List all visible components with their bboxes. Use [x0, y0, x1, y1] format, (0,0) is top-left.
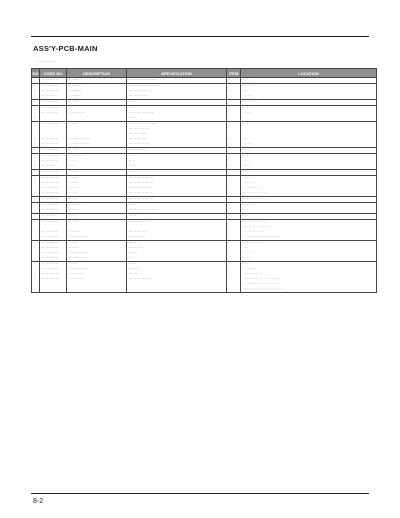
column-header-location: LOCATION [241, 69, 377, 78]
cell-specification: ··· ·· ···· [127, 246, 227, 251]
cell-code-no: ·· ··· ···· ·· [40, 154, 67, 160]
page-title: ASS'Y-PCB-MAIN [33, 44, 98, 53]
cell-code-no [40, 287, 67, 293]
cell-location: ·· · [241, 122, 377, 128]
cell-specification: ··· ·· ··· ·· ·· ··· [127, 186, 227, 191]
cell-description: ·· ····· [67, 78, 127, 84]
cell-specification: ··· ··· [127, 272, 227, 277]
cell-no: · [32, 106, 40, 112]
cell-specification: ···· ·· ··· ·· [127, 235, 227, 241]
column-header-item: ITEM [227, 69, 241, 78]
cell-code-no: ·· ··· ···· ·· [40, 246, 67, 251]
cell-item: · [227, 191, 241, 197]
cell-specification: ··· ··· ·· ··· ·· ·· [127, 191, 227, 197]
cell-description: ·· ···· ··· ·· [67, 111, 127, 116]
cell-description: ·· ·· · [67, 159, 127, 164]
parts-list-table [31, 68, 377, 293]
cell-item: · [227, 176, 241, 182]
cell-description: ·· ···· ··· ··· [67, 235, 127, 241]
column-header-code-no: CODE NO [40, 69, 67, 78]
cell-description: ·· ····· ·· [67, 89, 127, 94]
cell-no: · [32, 214, 40, 220]
cell-no: · [32, 89, 40, 94]
cell-no: · [32, 181, 40, 186]
cell-code-no: ·· ··· ···· [40, 214, 67, 220]
cell-specification: ··· ·· ··· [127, 267, 227, 272]
cell-item: · [227, 122, 241, 128]
cell-description: ·· ···· [67, 122, 127, 128]
cell-no: · [32, 154, 40, 160]
cell-specification: ··· ·· ··· ·· ··· ··· [127, 197, 227, 203]
cell-code-no: ·· ··· ···· ·· [40, 208, 67, 214]
cell-location: ·· · [241, 89, 377, 94]
cell-location: ·· ·· [241, 262, 377, 268]
cell-code-no: ·· ··· ···· ·· [40, 159, 67, 164]
cell-description: ·· ·· ··· ·· ··· [67, 256, 127, 262]
cell-specification: ··· ··· ·· ··· ·· ··· [127, 181, 227, 186]
cell-location: ·· ·· [241, 159, 377, 164]
cell-code-no: ·· ··· ···· ·· [40, 220, 67, 226]
cell-description: ·· ·· ···· ·· [67, 84, 127, 90]
cell-location: ·· ·· · [241, 256, 377, 262]
cell-description: ·· ··· · [67, 208, 127, 214]
cell-item: · [227, 251, 241, 256]
cell-location: ·· ···· [241, 84, 377, 90]
cell-location: ·· ·· [241, 170, 377, 176]
page-number: 8-2 [33, 498, 44, 505]
cell-no: · [32, 186, 40, 191]
cell-specification: ·· ··· · [127, 203, 227, 209]
cell-no: · [32, 116, 40, 122]
table-header-row [32, 69, 377, 78]
cell-description: ·· ···· [67, 148, 127, 154]
cell-item: · [227, 142, 241, 148]
cell-specification: ·· ·· [127, 170, 227, 176]
cell-item: · [227, 100, 241, 106]
cell-item: · [227, 186, 241, 191]
cell-specification: ··· ··· ·· ··· ·· ··· ·· [127, 208, 227, 214]
cell-specification: ···· ·· ···· ·· ··· ···· · [127, 84, 227, 90]
cell-code-no: ·· ··· ···· ·· [40, 122, 67, 128]
cell-code-no: ·· ··· ···· ·· [40, 256, 67, 262]
cell-item: · [227, 159, 241, 164]
cell-specification: ··· ··· ·· ··· ···· ··· [127, 122, 227, 128]
cell-description: ·· ···· ··· ·· ··· [67, 142, 127, 148]
cell-item: · [227, 267, 241, 272]
column-header-description: DESCRIPTION [67, 69, 127, 78]
cell-no: · [32, 203, 40, 209]
cell-no: · [32, 262, 40, 268]
cell-specification: ··· ··· ·· ·· · [127, 132, 227, 137]
cell-item: · [227, 272, 241, 277]
top-rule [31, 36, 369, 37]
cell-description: ·· ···· [67, 197, 127, 203]
cell-location: ·· ·· · [241, 251, 377, 256]
cell-specification: ···· · [127, 154, 227, 160]
cell-specification: ·· · [127, 256, 227, 262]
cell-specification: ··· ··· [127, 251, 227, 256]
cell-item: · [227, 94, 241, 100]
cell-code-no: ·· ··· ···· ·· [40, 251, 67, 256]
cell-no [32, 287, 40, 293]
cell-description [67, 287, 127, 293]
cell-location: ·· ··· [241, 148, 377, 154]
cell-description: ·· ··· · [67, 181, 127, 186]
cell-description: ·· ··· · [67, 186, 127, 191]
cell-description: ·· ··· ·· ··· [67, 272, 127, 277]
cell-description: ·· ···· [67, 100, 127, 106]
page-subtitle: ·· ·· ·· ·· ·· · [36, 59, 57, 64]
cell-item: · [227, 214, 241, 220]
cell-no: · [32, 122, 40, 128]
cell-location: ·· · [241, 246, 377, 251]
cell-description: ·· ··· ·· ·· [67, 277, 127, 282]
cell-item: · [227, 164, 241, 170]
cell-item: · [227, 220, 241, 226]
cell-specification: ·· ··· [127, 106, 227, 112]
cell-location: ·· ·· [241, 106, 377, 112]
cell-location: ·· ·· · [241, 176, 377, 182]
cell-specification: ·· ··· ···· ·· ···· ··· · [127, 78, 227, 84]
cell-code-no: ·· ··· ···· ·· [40, 142, 67, 148]
cell-description: ·· ···· ·· [67, 94, 127, 100]
table-row [32, 287, 377, 293]
cell-location: ·· ··· [241, 94, 377, 100]
cell-item [227, 287, 241, 293]
cell-no: · [32, 111, 40, 116]
cell-location: ·· ··· ··· ·· [241, 241, 377, 247]
cell-description: ·· ···· [67, 241, 127, 247]
cell-location: ·· ··· ·· [241, 267, 377, 272]
cell-specification: ·· ··· [127, 164, 227, 170]
cell-item: · [227, 230, 241, 235]
cell-specification: ··· ·· ···· ··· [127, 137, 227, 142]
cell-code-no: ·· ··· ···· ·· [40, 170, 67, 176]
cell-no: · [32, 220, 40, 226]
cell-code-no: ·· ··· ···· ·· [40, 111, 67, 116]
cell-code-no: ·· ··· ···· ·· [40, 191, 67, 197]
cell-location: ·· ··· ··· ·· [241, 272, 377, 277]
column-header-no: NO [32, 70, 39, 76]
cell-location: ·· ··· ··· ·· ·· [241, 197, 377, 203]
cell-location: ·· ··· ··· ·· ··· ··· ··· [241, 235, 377, 241]
cell-code-no: ·· ··· ···· ·· [40, 100, 67, 106]
cell-specification: ··· ·· ···· ·· ··· ··· [127, 111, 227, 116]
cell-no: · [32, 246, 40, 251]
cell-specification: ··· ·· ·· ··· ···· [127, 127, 227, 132]
cell-item: · [227, 170, 241, 176]
cell-specification: ··· ·· ·· ··· ·· ·· [127, 220, 227, 226]
cell-location: ·· ·· [241, 78, 377, 84]
cell-location: ·· ··· ··· ·· [241, 186, 377, 191]
cell-location: ·· ··· ··· ··· ·· [241, 220, 377, 226]
cell-specification: ··· ·· ··· ·· ·· [127, 230, 227, 235]
cell-specification: ···· ·· ··· ·· ··· [127, 142, 227, 148]
bottom-rule [31, 493, 369, 494]
cell-item: · [227, 84, 241, 90]
cell-code-no: ·· ··· ···· [40, 164, 67, 170]
cell-item: · [227, 181, 241, 186]
cell-description: ·· ···· ··· ··· [67, 267, 127, 272]
cell-code-no: ·· ··· ···· ·· [40, 272, 67, 277]
cell-code-no: ·· ··· ···· ·· [40, 176, 67, 182]
cell-specification: ····· [127, 116, 227, 122]
cell-item: · [227, 78, 241, 84]
cell-specification: ·· ··· [127, 262, 227, 268]
cell-location: ·· · [241, 208, 377, 214]
cell-no: · [32, 251, 40, 256]
cell-no: · [32, 208, 40, 214]
cell-description: ·· ··· ·· ·· ··· [67, 251, 127, 256]
cell-description: ·· ···· ··· ·· ··· [67, 137, 127, 142]
cell-specification: ·· ·· [127, 159, 227, 164]
cell-specification: · ··· [127, 100, 227, 106]
cell-no: · [32, 100, 40, 106]
cell-code-no: ·· ··· ···· ·· [40, 267, 67, 272]
cell-item: · [227, 246, 241, 251]
cell-description: ·· ··· ·· [67, 246, 127, 251]
cell-code-no: ·· ··· ···· ·· [40, 197, 67, 203]
cell-location: ·· ··· ··· ··· ··· ··· ·· [241, 282, 377, 287]
cell-code-no: ·· ··· ···· ·· [40, 181, 67, 186]
cell-no: · [32, 235, 40, 241]
cell-no: · [32, 176, 40, 182]
cell-description: ·· ···· [67, 262, 127, 268]
cell-no: · [32, 148, 40, 154]
cell-location: ·· ··· · [241, 203, 377, 209]
cell-specification: ··· ··· ···· ·· ··· [127, 89, 227, 94]
cell-no: · [32, 191, 40, 197]
cell-specification: ··· ·· ··· ·· ··· ·· · [127, 176, 227, 182]
cell-no: · [32, 272, 40, 277]
cell-item: · [227, 241, 241, 247]
cell-no: · [32, 78, 40, 84]
cell-code-no: ·· ··· ···· ·· [40, 186, 67, 191]
cell-item: · [227, 262, 241, 268]
cell-code-no: ·· ··· ···· ·· [40, 89, 67, 94]
cell-location: ·· · [241, 164, 377, 170]
cell-description: ·· ·· [67, 214, 127, 220]
cell-no: · [32, 159, 40, 164]
cell-no: · [32, 241, 40, 247]
cell-location: ·· ··· ···· ··· ··· [241, 225, 377, 230]
cell-no: · [32, 137, 40, 142]
cell-code-no: ·· ··· ···· ·· [40, 241, 67, 247]
cell-item: · [227, 203, 241, 209]
cell-specification: ·· ··· ·· ··· ·· [127, 148, 227, 154]
cell-description: ·· ·· [67, 164, 127, 170]
cell-description: ·· ···· ·· ·· [67, 154, 127, 160]
cell-location: ·· ··· ··· [241, 181, 377, 186]
cell-no: · [32, 197, 40, 203]
cell-item: · [227, 277, 241, 282]
cell-item: · [227, 235, 241, 241]
cell-item: · [227, 111, 241, 116]
cell-description: ·· ·· · [67, 191, 127, 197]
cell-location: ·· ··· ··· ··· ··· ··· ··· [241, 277, 377, 282]
cell-item: · [227, 197, 241, 203]
cell-specification: ··· ·· ···· ···· [127, 94, 227, 100]
cell-item: · [227, 208, 241, 214]
cell-no: · [32, 170, 40, 176]
cell-item: · [227, 154, 241, 160]
cell-item: · [227, 106, 241, 112]
cell-location: ·· · [241, 154, 377, 160]
cell-no: · [32, 230, 40, 235]
cell-code-no: ·· ··· ···· ·· [40, 235, 67, 241]
cell-item: · [227, 256, 241, 262]
cell-specification: ·· ··· [127, 241, 227, 247]
cell-no: · [32, 142, 40, 148]
cell-location: ·· · [241, 214, 377, 220]
cell-code-no: ·· ··· ···· ·· [40, 277, 67, 282]
cell-specification [127, 287, 227, 293]
cell-specification: ·· ··· [127, 214, 227, 220]
cell-location: ·· ··· [241, 111, 377, 116]
cell-code-no: ·· ··· ···· ·· [40, 106, 67, 112]
cell-description: ·· ···· [67, 176, 127, 182]
cell-code-no: ·· ··· ···· [40, 94, 67, 100]
cell-code-no: ·· ··· ···· ·· [40, 148, 67, 154]
cell-location: ·· · [241, 137, 377, 142]
cell-code-no: ·· ··· ···· ·· [40, 203, 67, 209]
cell-code-no: ·· ··· ···· ·· [40, 84, 67, 90]
cell-no: · [32, 84, 40, 90]
cell-location: ·· ··· ··· [241, 100, 377, 106]
cell-item: · [227, 89, 241, 94]
cell-location: ·· ··· ··· ··· ··· ··· ··· ·· [241, 287, 377, 293]
cell-description: ·· ···· [67, 170, 127, 176]
cell-no: · [32, 277, 40, 282]
cell-description: ·· ···· [67, 220, 127, 226]
cell-description: ·· ···· ·· [67, 230, 127, 235]
cell-no: · [32, 267, 40, 272]
cell-code-no: ·· ··· ···· ·· [40, 262, 67, 268]
cell-no: · [32, 164, 40, 170]
cell-description: ·· ···· ·· [67, 203, 127, 209]
cell-location: ·· ··· ·· ··· · [241, 230, 377, 235]
cell-code-no: ·· ··· ···· ·· [40, 230, 67, 235]
cell-item: · [227, 148, 241, 154]
cell-code-no: ·· ··· ···· ·· [40, 78, 67, 84]
cell-specification: ··· ·· ··· ·· ··· ·· [127, 277, 227, 282]
cell-code-no: ·· ··· ···· ·· [40, 137, 67, 142]
cell-location: ·· ··· ·· ··· ··· [241, 191, 377, 197]
cell-no: · [32, 94, 40, 100]
column-header-specification: SPECIFICATION [127, 69, 227, 78]
cell-location: ·· ··· [241, 142, 377, 148]
table-body [32, 78, 377, 293]
cell-item: · [227, 137, 241, 142]
cell-no: · [32, 256, 40, 262]
